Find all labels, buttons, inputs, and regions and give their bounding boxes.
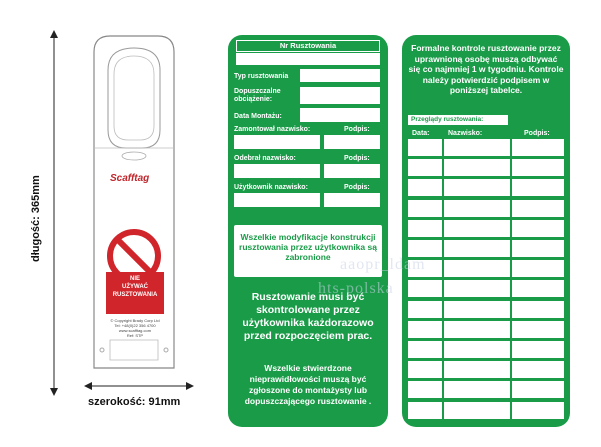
signature-cell[interactable] [512,402,564,419]
name-cell[interactable] [444,139,510,156]
collected-by-label: Odebrał nazwisko: [234,155,296,162]
date-cell[interactable] [408,220,442,237]
width-dimension-line [84,380,194,392]
inspection-card-back [402,35,570,427]
small-print-line: Tel: +48(0)22 356 4700 [114,323,156,328]
date-cell[interactable] [408,381,442,398]
signature-cell[interactable] [512,179,564,196]
signature-cell[interactable] [512,321,564,338]
signature-cell[interactable] [512,159,564,176]
signature-cell[interactable] [512,260,564,277]
small-print-line: © Copyright Brady Corp Ltd [110,318,160,323]
assembled-by-field[interactable] [234,135,320,149]
user-signature-field[interactable] [324,193,380,207]
formal-inspection-text: Formalne kontrole rusztowanie przez uprawnioną osobę muszą odbywać się co najmniej 1 w tygodniu. Kontrole należy potwierdzić podpisem w poniższej tabelce. [408,43,564,95]
load-label-line-1: Dopuszczalne [234,88,281,95]
signature-label: Podpis: [344,155,370,162]
date-cell[interactable] [408,159,442,176]
column-name: Nazwisko: [448,130,483,137]
name-cell[interactable] [444,341,510,358]
date-cell[interactable] [408,402,442,419]
name-cell[interactable] [444,301,510,318]
signature-cell[interactable] [512,341,564,358]
scaffold-type-field[interactable] [300,69,380,82]
watermark-line-1: aaopr_ldam [340,256,426,273]
assembled-by-label: Zamontował nazwisko: [234,126,311,133]
signature-cell[interactable] [512,280,564,297]
do-not-use-label [106,272,164,314]
name-cell[interactable] [444,260,510,277]
length-label: długość: 365mm [30,175,42,262]
scaffold-type-label: Typ rusztowania [234,73,289,80]
inspection-requirement-text: Rusztowanie musi być skontrolowane przez użytkownika każdorazowo przed rozpoczęciem prac. [242,291,374,342]
date-cell[interactable] [408,301,442,318]
date-cell[interactable] [408,321,442,338]
user-label: Użytkownik nazwisko: [234,184,308,191]
name-cell[interactable] [444,220,510,237]
date-cell[interactable] [408,280,442,297]
assembly-date-label: Data Montażu: [234,113,282,120]
signature-label: Podpis: [344,184,370,191]
collected-signature-field[interactable] [324,164,380,178]
date-cell[interactable] [408,341,442,358]
scaffold-number-title: Nr Rusztowania [236,40,380,52]
date-cell[interactable] [408,361,442,378]
modification-notice: Wszelkie modyfikacje konstrukcji rusztowania przez użytkownika są zabronione [234,225,382,277]
date-cell[interactable] [408,200,442,217]
name-cell[interactable] [444,200,510,217]
signature-cell[interactable] [512,361,564,378]
name-cell[interactable] [444,280,510,297]
date-cell[interactable] [408,179,442,196]
inspection-card-front [228,35,388,427]
holder-small-print [106,318,164,338]
signature-cell[interactable] [512,139,564,156]
signature-cell[interactable] [512,240,564,257]
load-label-line-2: obciążenie: [234,96,273,103]
signature-cell[interactable] [512,200,564,217]
date-cell[interactable] [408,240,442,257]
name-cell[interactable] [444,361,510,378]
holder-brand-logo: Scafftag [110,173,150,184]
width-label: szerokość: 91mm [88,396,181,408]
assembly-date-field[interactable] [300,108,380,122]
inspections-label: Przeglądy rusztowania: [408,115,508,125]
irregularities-text: Wszelkie stwierdzone nieprawidłowości muszą być zgłoszone do montażysty lub dopuszczającego rusztowanie . [244,363,372,406]
red-label-line-2: UŻYWAĆ [122,284,148,290]
name-cell[interactable] [444,179,510,196]
signature-label: Podpis: [344,126,370,133]
small-print-line: Ref: STP [126,333,144,338]
scaffold-number-field[interactable] [236,53,380,65]
length-dimension-line [48,30,60,400]
name-cell[interactable] [444,159,510,176]
column-signature: Podpis: [524,130,550,137]
name-cell[interactable] [444,240,510,257]
red-label-line-1: NIE [129,276,140,282]
name-cell[interactable] [444,321,510,338]
signature-cell[interactable] [512,301,564,318]
assembled-signature-field[interactable] [324,135,380,149]
column-date: Data: [412,130,430,137]
watermark-line-2: hts-polska [318,280,394,297]
red-label-line-3: RUSZTOWANIA [112,292,158,298]
small-print-line: www.scafftag.com [118,328,152,333]
user-field[interactable] [234,193,320,207]
collected-by-field[interactable] [234,164,320,178]
date-cell[interactable] [408,139,442,156]
signature-cell[interactable] [512,220,564,237]
load-field[interactable] [300,87,380,104]
signature-cell[interactable] [512,381,564,398]
name-cell[interactable] [444,402,510,419]
name-cell[interactable] [444,381,510,398]
